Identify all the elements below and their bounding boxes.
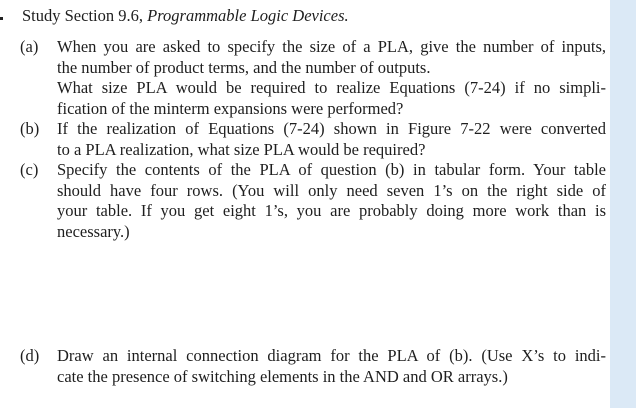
part-a-line-4: fication of the minterm expansions were performed? xyxy=(57,98,404,118)
part-a-line-2: the number of product terms, and the number of outputs. xyxy=(57,57,431,77)
part-a-line-3: What size PLA would be required to realize Equations (7-24) if no simpli- xyxy=(57,78,606,97)
part-d-line-1: Draw an internal connection diagram for the PLA of (b). (Use X’s to indi- xyxy=(57,346,606,365)
part-d-line-2: cate the presence of switching elements in the AND and OR arrays.) xyxy=(57,366,508,386)
part-a-line-1: When you are asked to specify the size of a PLA, give the number of inputs, xyxy=(57,37,606,56)
bullet-mark xyxy=(0,17,3,20)
part-c-line-2: should have four rows. (You will only need seven 1’s on the right side of xyxy=(57,180,606,200)
part-a-label: (a) xyxy=(20,37,39,56)
part-b-text xyxy=(57,119,606,160)
part-c-line-4: necessary.) xyxy=(57,221,130,241)
side-panel xyxy=(610,0,636,408)
part-d-label: (d) xyxy=(20,346,40,365)
part-c-label: (c) xyxy=(20,160,39,179)
part-b-line-1: If the realization of Equations (7-24) shown in Figure 7-22 were converted xyxy=(57,119,606,138)
part-c-line-1: Specify the contents of the PLA of question (b) in tabular form. Your table xyxy=(57,160,606,179)
section-heading xyxy=(22,5,349,27)
part-a-text xyxy=(57,37,606,119)
part-c-line-3: your table. If you get eight 1’s, you are probably doing more work than is xyxy=(57,201,606,220)
heading-prefix: Study Section 9.6, xyxy=(22,6,148,25)
part-b-line-2: to a PLA realization, what size PLA would be required? xyxy=(57,139,426,159)
part-d-text xyxy=(57,346,606,387)
heading-title: Programmable Logic Devices. xyxy=(147,6,349,25)
part-c-text xyxy=(57,160,606,242)
part-b-label: (b) xyxy=(20,119,40,138)
